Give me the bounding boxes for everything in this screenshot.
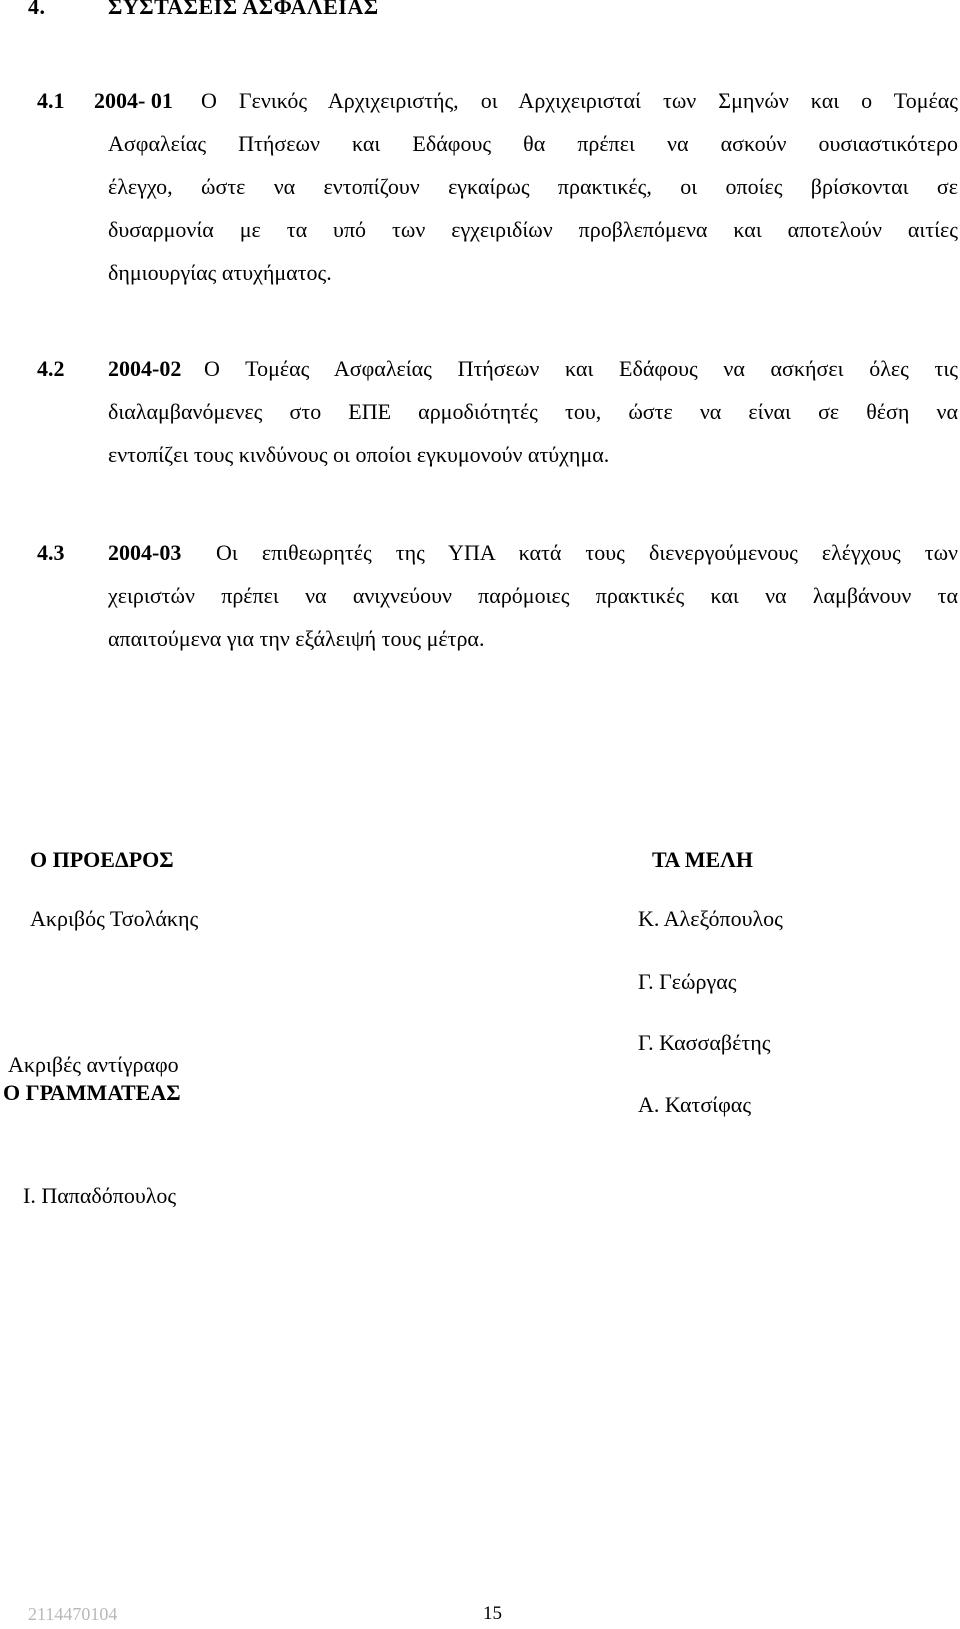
recommendation-number: 4.2 xyxy=(37,356,65,381)
recommendation-code: 2004-03 xyxy=(108,540,182,565)
recommendation-line: Ο Τομέας Ασφαλείας Πτήσεων και Εδάφους να ασκήσει όλες τις xyxy=(204,356,958,381)
section-title: ΣΥΣΤΑΣΕΙΣ ΑΣΦΑΛΕΙΑΣ xyxy=(108,0,379,19)
recommendation-line: δυσαρμονία με τα υπό των εγχειριδίων προβλεπόμενα και αποτελούν αιτίες xyxy=(108,217,958,242)
recommendation-number: 4.1 xyxy=(37,88,65,113)
recommendation-line: Ασφαλείας Πτήσεων και Εδάφους θα πρέπει να ασκούν ουσιαστικότερο xyxy=(108,131,958,156)
member-name: Γ. Γεώργας xyxy=(638,969,737,994)
section-heading xyxy=(28,0,379,20)
president-name: Ακριβός Τσολάκης xyxy=(30,906,199,931)
member-name: Κ. Αλεξόπουλος xyxy=(638,906,783,931)
recommendation-line: Οι επιθεωρητές της ΥΠΑ κατά τους διενεργούμενους ελέγχους των xyxy=(216,540,958,565)
section-number: 4. xyxy=(28,0,46,19)
document-id: 2114470104 xyxy=(28,1604,118,1624)
president-title: Ο ΠΡΟΕΔΡΟΣ xyxy=(30,847,174,872)
page-number: 15 xyxy=(483,1603,502,1624)
recommendation-line: χειριστών πρέπει να ανιχνεύουν παρόμοιες πρακτικές και να λαμβάνουν τα xyxy=(108,583,958,608)
recommendation-line: Ο Γενικός Αρχιχειριστής, οι Αρχιχειρισταί των Σμηνών και ο Τομέας xyxy=(201,88,958,113)
recommendation-line: εντοπίζει τους κινδύνους οι οποίοι εγκυμονούν ατύχημα. xyxy=(108,442,610,467)
recommendation-line: διαλαμβανόμενες στο ΕΠΕ αρμοδιότητές του, ώστε να είναι σε θέση να xyxy=(108,399,958,424)
copy-note: Ακριβές αντίγραφο xyxy=(8,1052,179,1077)
member-name: Γ. Κασσαβέτης xyxy=(638,1030,771,1055)
recommendation-line: δημιουργίας ατυχήματος. xyxy=(108,260,332,285)
recommendation-line: απαιτούμενα για την εξάλειψή τους μέτρα. xyxy=(108,626,485,651)
secretary-name: Ι. Παπαδόπουλος xyxy=(23,1183,177,1208)
member-name: Α. Κατσίφας xyxy=(638,1092,752,1117)
recommendation-code: 2004- 01 xyxy=(94,88,173,113)
secretary-title: Ο ΓΡΑΜΜΑΤΕΑΣ xyxy=(3,1080,181,1105)
recommendation-line: έλεγχο, ώστε να εντοπίζουν εγκαίρως πρακτικές, οι οποίες βρίσκονται σε xyxy=(108,174,958,199)
recommendation-number: 4.3 xyxy=(37,540,65,565)
members-title: ΤΑ ΜΕΛΗ xyxy=(652,847,754,872)
recommendation-code: 2004-02 xyxy=(108,356,182,381)
